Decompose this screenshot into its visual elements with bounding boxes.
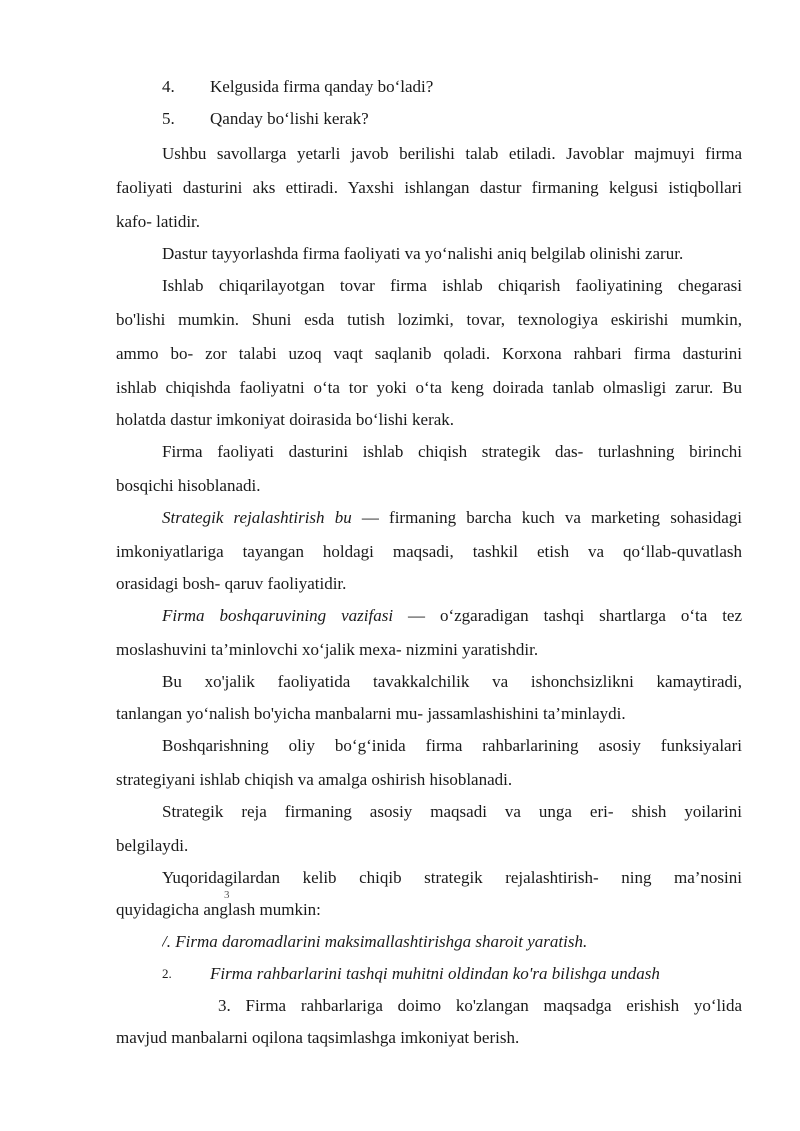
paragraph-line: Bu xo'jalik faoliyatida tavakkalchilik va ishonchsizlikni kamaytiradi, [162,672,742,691]
paragraph-line: bo'lishi mumkin. Shuni esda tutish lozimki, tovar, texnologiya eskirishi mumkin, [116,310,742,329]
definition-line: Firma boshqaruvining vazifasi — o‘zgaradigan tashqi shartlarga o‘ta tez [162,606,742,625]
paragraph-line: mavjud manbalarni oqilona taqsimlashga imkoniyat berish. [116,1028,520,1047]
paragraph-line: Firma faoliyati dasturini ishlab chiqish strategik das- turlashning birinchi [162,442,742,461]
paragraph-line: Dastur tayyorlashda firma faoliyati va yo‘nalishi aniq belgilab olinishi zarur. [162,244,684,263]
paragraph-line: belgilaydi. [116,836,189,855]
paragraph-line: Strategik reja firmaning asosiy maqsadi va unga eri- shish yoilarini [162,802,742,821]
paragraph-line: faoliyati dasturini aks ettiradi. Yaxshi ishlangan dastur firmaning kelgusi istiqbollari [116,178,742,197]
paragraph-line: orasidagi bosh- qaruv faoliyatidir. [116,574,347,593]
paragraph-line: quyidagicha anglash mumkin: [116,900,321,919]
paragraph-line: ammo bo- zor talabi uzoq vaqt saqlanib qoladi. Korxona rahbari firma dasturini [116,344,742,363]
paragraph-line: Ishlab chiqarilayotgan tovar firma ishlab chiqarish faoliyatining chegarasi [162,276,742,295]
paragraph-line: Boshqarishning oliy bo‘g‘inida firma rahbarlarining asosiy funksiyalari [162,736,742,755]
definition-line: Strategik rejalashtirish bu — firmaning barcha kuch va marketing sohasidagi [162,508,742,527]
paragraph-line: Ushbu savollarga yetarli javob berilishi talab etiladi. Javoblar majmuyi firma [162,144,742,163]
defined-term: Firma boshqaruvining vazifasi [162,606,394,625]
paragraph-line: Yuqoridagilardan kelib chiqib strategik rejalashtirish- ning ma’nosini [162,868,742,887]
paragraph-line: bosqichi hisoblanadi. [116,476,261,495]
list-item: 5. Qanday bo‘lishi kerak? [162,109,369,128]
paragraph-line: ishlab chiqishda faoliyatni o‘ta tor yoki o‘ta keng doirada tanlab olmasligi zarur. Bu [116,378,742,397]
paragraph-line: tanlangan yo‘nalish bo'yicha manbalarni mu- jassamlashishini ta’minlaydi. [116,704,626,723]
paragraph-line: holatda dastur imkoniyat doirasida bo‘lishi kerak. [116,410,455,429]
paragraph-line: imkoniyatlariga tayangan holdagi maqsadi, tashkil etish va qo‘llab-quvatlash [116,542,742,561]
page-number: 3 [224,889,230,901]
list-item: 3. Firma rahbarlariga doimo ko'zlangan maqsadga erishish yo‘lida [218,996,742,1015]
paragraph-line: moslashuvini ta’minlovchi xo‘jalik mexa- nizmini yaratishdir. [116,640,539,659]
defined-term: Strategik rejalashtirish bu [162,508,352,527]
list-item: /. Firma daromadlarini maksimallashtirishga sharoit yaratish. [162,932,588,951]
list-item: 2. Firma rahbarlarini tashqi muhitni oldindan ko'ra bilishga undash [162,964,660,983]
list-item: 4. Kelgusida firma qanday bo‘ladi? [162,77,434,96]
paragraph-line: strategiyani ishlab chiqish va amalga oshirish hisoblanadi. [116,770,513,789]
paragraph-line: kafo- latidir. [116,212,201,231]
